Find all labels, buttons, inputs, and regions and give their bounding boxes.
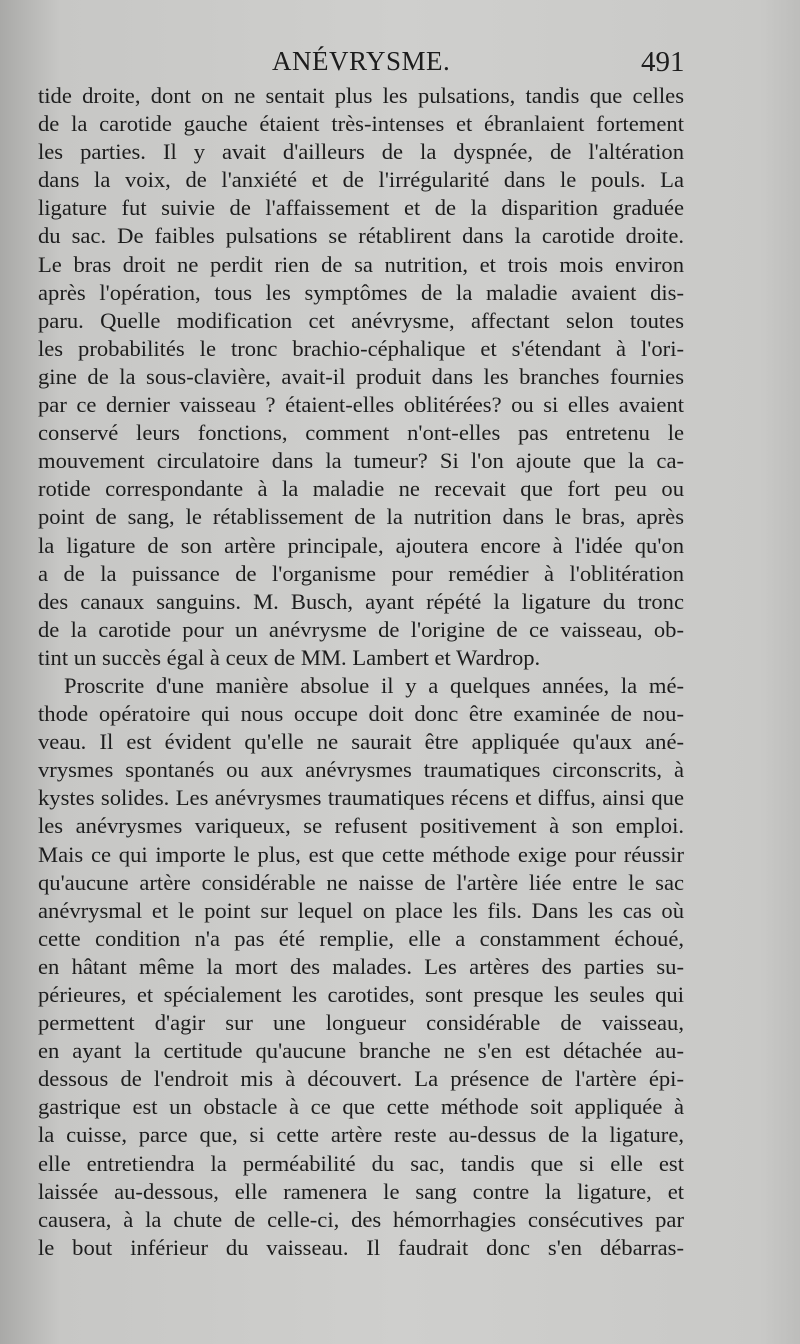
text-line: dessous de l'endroit mis à découvert. La présence de l'artère épi- [38,1066,684,1092]
text-line: par ce dernier vaisseau ? étaient-elles oblitérées? ou si elles avaient [38,392,684,418]
text-line: ligature fut suivie de l'affaissement et de la disparition graduée [38,195,684,221]
text-line: elle entretiendra la perméabilité du sac, tandis que si elle est [38,1150,684,1176]
text-line: le bout inférieur du vaisseau. Il faudrait donc s'en débarras- [38,1234,684,1260]
text-line: tint un succès égal à ceux de MM. Lambert et Wardrop. [38,644,541,670]
text-line: mouvement circulatoire dans la tumeur? Si l'on ajoute que la ca- [38,448,684,474]
text-line: thode opératoire qui nous occupe doit donc être examinée de nou- [38,701,684,727]
text-line: les parties. Il y avait d'ailleurs de la dyspnée, de l'altération [38,139,684,165]
text-line: anévrysmal et le point sur lequel on place les fils. Dans les cas où [38,897,684,923]
text-line: qu'aucune artère considérable ne naisse de l'artère liée entre le sac [38,869,684,895]
text-line: gastrique est un obstacle à ce que cette méthode soit appliquée à [38,1094,684,1120]
text-line: Le bras droit ne perdit rien de sa nutrition, et trois mois environ [38,251,684,277]
text-line: périeures, et spécialement les carotides, sont presque les seules qui [38,982,684,1007]
text-line: Proscrite d'une manière absolue il y a quelques années, la mé- [64,672,684,698]
text-line: cette condition n'a pas été remplie, elle a constamment échoué, [38,925,684,951]
text-line: tide droite, dont on ne sentait plus les pulsations, tandis que celles [38,83,684,108]
text-line: causera, à la chute de celle-ci, des hémorrhagies consécutives par [38,1206,684,1232]
text-line: en ayant la certitude qu'aucune branche ne s'en est détachée au- [38,1038,684,1064]
text-line: point de sang, le rétablissement de la nutrition dans le bras, après [38,504,684,530]
text-line: conservé leurs fonctions, comment n'ont-elles pas entretenu le [38,420,684,446]
text-line: permettent d'agir sur une longueur considérable de vaisseau, [38,1010,684,1036]
page-number: 491 [641,46,685,78]
text-line: Mais ce qui importe le plus, est que cette méthode exige pour réussir [38,841,684,867]
text-line: kystes solides. Les anévrysmes traumatiques récens et diffus, ainsi que [38,785,684,811]
page-header [0,44,800,84]
text-line: du sac. De faibles pulsations se rétablirent dans la carotide droite. [38,223,684,249]
text-line: de la carotide pour un anévrysme de l'origine de ce vaisseau, ob- [38,616,684,642]
text-line: rotide correspondante à la maladie ne recevait que fort peu ou [38,476,684,502]
text-line: paru. Quelle modification cet anévrysme, affectant selon toutes [38,307,684,333]
running-title: ANÉVRYSME. [272,46,451,76]
text-line: vrysmes spontanés ou aux anévrysmes traumatiques circonscrits, à [38,757,684,783]
text-line: les probabilités le tronc brachio-céphalique et s'étendant à l'ori- [38,335,684,361]
text-line: la cuisse, parce que, si cette artère reste au-dessus de la ligature, [38,1122,684,1148]
text-line: a de la puissance de l'organisme pour remédier à l'oblitération [38,560,684,586]
text-line: après l'opération, tous les symptômes de la maladie avaient dis- [38,279,684,305]
text-line: de la carotide gauche étaient très-intenses et ébranlaient fortement [38,111,684,137]
text-line: gine de la sous-clavière, avait-il produit dans les branches fournies [38,363,684,389]
body-text [38,82,684,1262]
text-line: des canaux sanguins. M. Busch, ayant répété la ligature du tronc [38,588,684,614]
text-line: la ligature de son artère principale, ajoutera encore à l'idée qu'on [38,532,684,558]
text-line: dans la voix, de l'anxiété et de l'irrégularité dans le pouls. La [38,167,684,193]
text-line: en hâtant même la mort des malades. Les artères des parties su- [38,953,684,979]
text-line: veau. Il est évident qu'elle ne saurait être appliquée qu'aux ané- [38,729,684,755]
text-line: laissée au-dessous, elle ramenera le sang contre la ligature, et [38,1178,684,1204]
text-line: les anévrysmes variqueux, se refusent positivement à son emploi. [38,813,684,839]
